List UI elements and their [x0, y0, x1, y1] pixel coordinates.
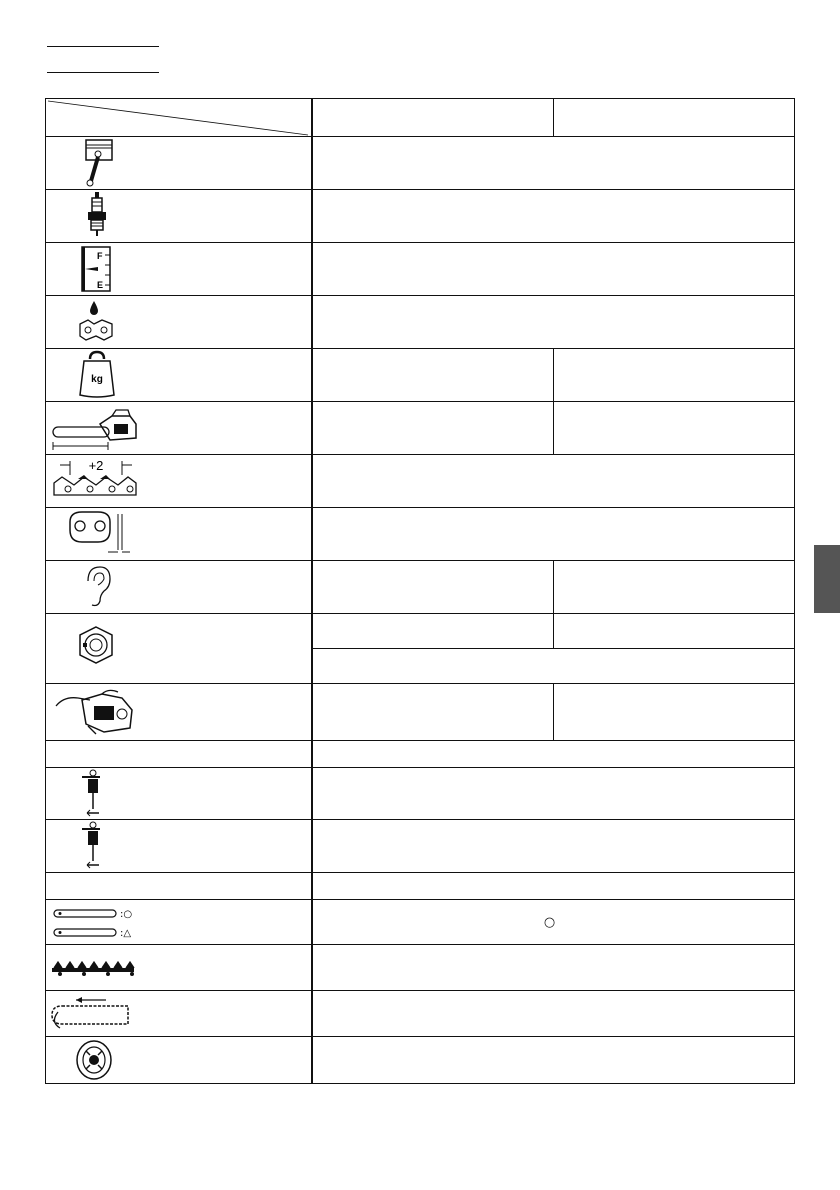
section-side-tab: [814, 545, 840, 613]
value-carburetor-1: [313, 768, 794, 819]
table-row-carburetor-1: [45, 768, 795, 820]
value-sound-b: [554, 561, 794, 613]
chainsaw-side-icon: [50, 402, 150, 454]
oil-drop-chain-icon: [74, 296, 154, 348]
icon-cell-saw-chain: [46, 945, 313, 990]
table-row-chain-gauge: [45, 508, 795, 561]
value-vibration-combined: [313, 649, 794, 684]
table-row-blank-1: [45, 741, 795, 768]
icon-cell-fuel-tank: [46, 243, 313, 295]
value-blank-2: [313, 873, 794, 899]
weight-kg-icon: [76, 349, 156, 401]
value-carburetor-2: [313, 820, 794, 872]
icon-cell-spark-plug: [46, 190, 313, 242]
specifications-table: [45, 98, 795, 1084]
header-cell-model-b: [554, 99, 794, 136]
weight-kg-label: kg: [91, 374, 103, 385]
value-engine: [313, 137, 794, 189]
header-cell-model-a: [313, 99, 554, 136]
icon-cell-cutting-equipment: [46, 684, 313, 740]
icon-cell-vibration: [46, 614, 313, 683]
icon-cell-blank-2: [46, 873, 313, 899]
table-row-sound: [45, 561, 795, 614]
table-row-carburetor-2: [45, 820, 795, 873]
table-row-vibration: [45, 614, 795, 684]
piston-icon: [76, 137, 156, 189]
icon-cell-weight: [46, 349, 313, 401]
value-chain-gauge: [313, 508, 794, 560]
table-header-row: [45, 98, 795, 137]
value-chain-oil: [313, 296, 794, 348]
chain-pitch-icon: [52, 455, 152, 507]
icon-cell-sprocket: [46, 1037, 313, 1083]
icon-cell-guide-bar: [46, 900, 313, 944]
ear-icon: [80, 561, 160, 613]
value-sound-a: [313, 561, 554, 613]
value-chain-pitch: [313, 455, 794, 507]
table-row-chain-oil: [45, 296, 795, 349]
spark-plug-icon: [76, 190, 156, 242]
value-dimensions-b: [554, 402, 794, 454]
table-row-dimensions: [45, 402, 795, 455]
table-row-spark-plug: [45, 190, 795, 243]
table-row-cutting-equipment: [45, 684, 795, 741]
icon-cell-blank-1: [46, 741, 313, 767]
guide-bar-mark-circle: :○: [120, 909, 133, 920]
icon-cell-dimensions: [46, 402, 313, 454]
icon-cell-carburetor-1: [46, 768, 313, 819]
value-cutting-equipment-a: [313, 684, 554, 740]
icon-cell-engine: [46, 137, 313, 189]
value-weight-b: [554, 349, 794, 401]
value-sprocket: [313, 1037, 794, 1083]
header-diagonal-cell: [46, 99, 313, 136]
icon-cell-carburetor-2: [46, 820, 313, 872]
table-row-guide-bar: [45, 900, 795, 945]
value-spark-plug: [313, 190, 794, 242]
value-vibration-b: [554, 614, 794, 648]
table-row-weight: [45, 349, 795, 402]
value-weight-a: [313, 349, 554, 401]
value-saw-chain: [313, 945, 794, 990]
chain-pitch-label: +2: [88, 458, 104, 473]
table-row-engine: [45, 137, 795, 190]
carburetor-icon: [78, 769, 158, 819]
table-row-saw-chain: [45, 945, 795, 991]
icon-cell-chain-pitch: [46, 455, 313, 507]
table-row-chain-pitch: [45, 455, 795, 508]
saw-chain-icon: [48, 948, 158, 988]
chain-gauge-icon: [64, 508, 164, 560]
table-row-blank-2: [45, 873, 795, 900]
chain-direction-icon: [48, 992, 148, 1036]
carburetor-icon: [78, 821, 158, 871]
value-blank-1: [313, 741, 794, 767]
value-guide-bar: ○: [543, 914, 556, 930]
icon-cell-chain-oil: [46, 296, 313, 348]
value-vibration-a: [313, 614, 554, 648]
svg-text:F: F: [97, 251, 103, 261]
svg-text:E: E: [97, 280, 104, 290]
title-underline-2: [47, 72, 159, 73]
guide-bar-icon: [50, 900, 180, 944]
sprocket-icon: [72, 1037, 152, 1083]
guide-bar-mark-triangle: :△: [120, 928, 132, 939]
table-row-fuel-tank: [45, 243, 795, 296]
table-row-chain-direction: [45, 991, 795, 1037]
value-cutting-equipment-b: [554, 684, 794, 740]
icon-cell-sound: [46, 561, 313, 613]
value-chain-direction: [313, 991, 794, 1036]
icon-cell-chain-gauge: [46, 508, 313, 560]
table-row-sprocket: [45, 1037, 795, 1084]
chainsaw-front-icon: [52, 684, 152, 740]
title-underline-1: [47, 46, 159, 47]
hex-nut-icon: [76, 619, 156, 679]
value-fuel-tank: [313, 243, 794, 295]
diagonal-header-icon: [46, 99, 311, 137]
fuel-gauge-icon: [76, 243, 156, 295]
value-dimensions-a: [313, 402, 554, 454]
icon-cell-chain-direction: [46, 991, 313, 1036]
